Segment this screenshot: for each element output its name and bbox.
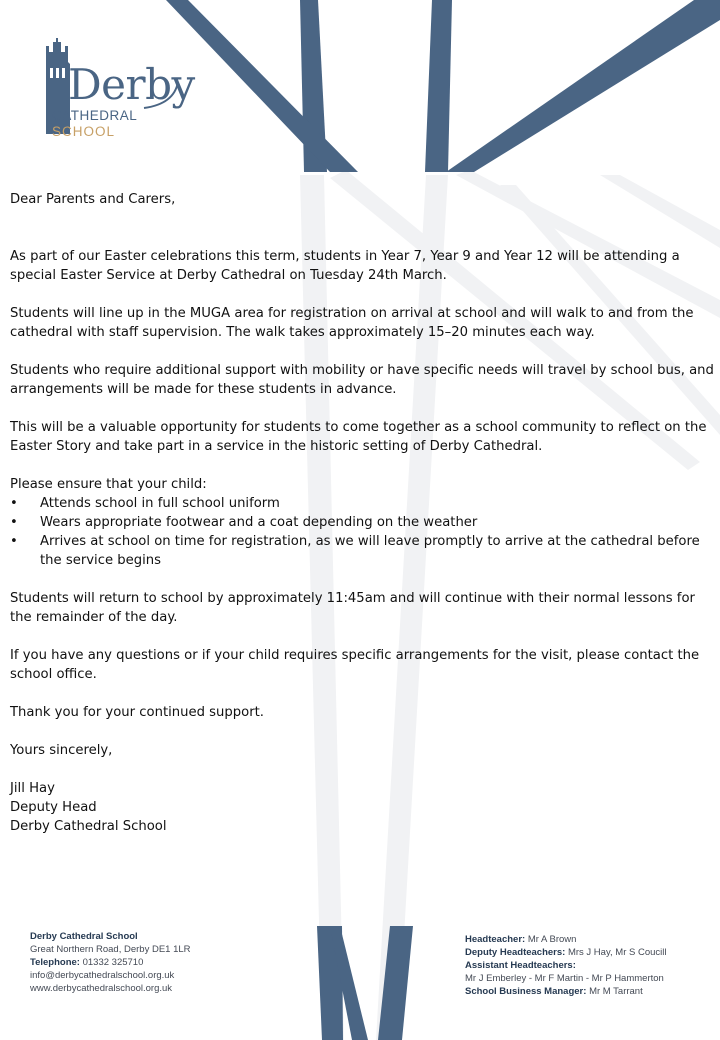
paragraph-1: As part of our Easter celebrations this term, students in Year 7, Year 9 and Year 12 will be attending a special Easter Service at Derby Cathedral on Tuesday 24th March. <box>10 249 680 283</box>
bullet-icon: • <box>10 534 18 549</box>
footer-school-name: Derby Cathedral School <box>30 931 138 942</box>
paragraph-3: Students who require additional support with mobility or have specific needs will travel by school bus, and arrangements will be made for these students in advance. <box>10 363 714 397</box>
logo-cathedral-text: CATHEDRAL <box>52 108 138 123</box>
footer-assistant-heads: Mr J Emberley - Mr F Martin - Mr P Hammerton <box>465 973 664 984</box>
list-item: • Wears appropriate footwear and a coat depending on the weather <box>10 515 478 530</box>
footer-email-link[interactable]: info@derbycathedralschool.org.uk <box>30 970 175 981</box>
list-item: • Arrives at school on time for registration, as we will leave promptly to arrive at the cathedral before the service begins <box>10 534 700 568</box>
footer-website-link[interactable]: www.derbycathedralschool.org.uk <box>30 983 173 994</box>
paragraph-7: Thank you for your continued support. <box>10 705 265 720</box>
school-logo <box>44 38 194 142</box>
footer-contact <box>30 930 260 995</box>
closing: Yours sincerely, <box>10 743 113 758</box>
bullet-icon: • <box>10 515 18 530</box>
signature-role: Deputy Head <box>10 800 97 815</box>
footer-address: Great Northern Road, Derby DE1 1LR <box>30 944 191 955</box>
paragraph-5: Students will return to school by approximately 11:45am and will continue with their normal lessons for the remainder of the day. <box>10 591 695 625</box>
paragraph-2: Students will line up in the MUGA area for registration on arrival at school and will walk to and from the cathedral with staff supervision. The walk takes approximately 15–20 minutes each way. <box>10 306 694 340</box>
signature-name: Jill Hay <box>10 781 55 796</box>
paragraph-6: If you have any questions or if your child requires specific arrangements for the visit, please contact the school office. <box>10 648 700 682</box>
letter-body <box>10 190 714 836</box>
list-intro: Please ensure that your child: <box>10 477 207 492</box>
bullet-icon: • <box>10 496 18 511</box>
footer-assistant-heads-label: Assistant Headteachers: <box>465 960 576 971</box>
logo-wordmark: Derby <box>68 60 195 109</box>
logo-school-text: SCHOOL <box>52 124 116 139</box>
footer-headteacher: Headteacher: Mr A Brown <box>465 934 577 945</box>
signature-org: Derby Cathedral School <box>10 819 167 834</box>
requirements-list <box>10 494 714 570</box>
footer-deputy-heads: Deputy Headteachers: Mrs J Hay, Mr S Coucill <box>465 947 667 958</box>
salutation: Dear Parents and Carers, <box>10 192 176 207</box>
list-item: • Attends school in full school uniform <box>10 496 280 511</box>
footer-staff <box>465 933 715 998</box>
paragraph-4: This will be a valuable opportunity for students to come together as a school community to reflect on the Easter Story and take part in a service in the historic setting of Derby Cathedral. <box>10 420 707 454</box>
footer-telephone: Telephone: 01332 325710 <box>30 957 144 968</box>
footer-business-manager: School Business Manager: Mr M Tarrant <box>465 986 643 997</box>
